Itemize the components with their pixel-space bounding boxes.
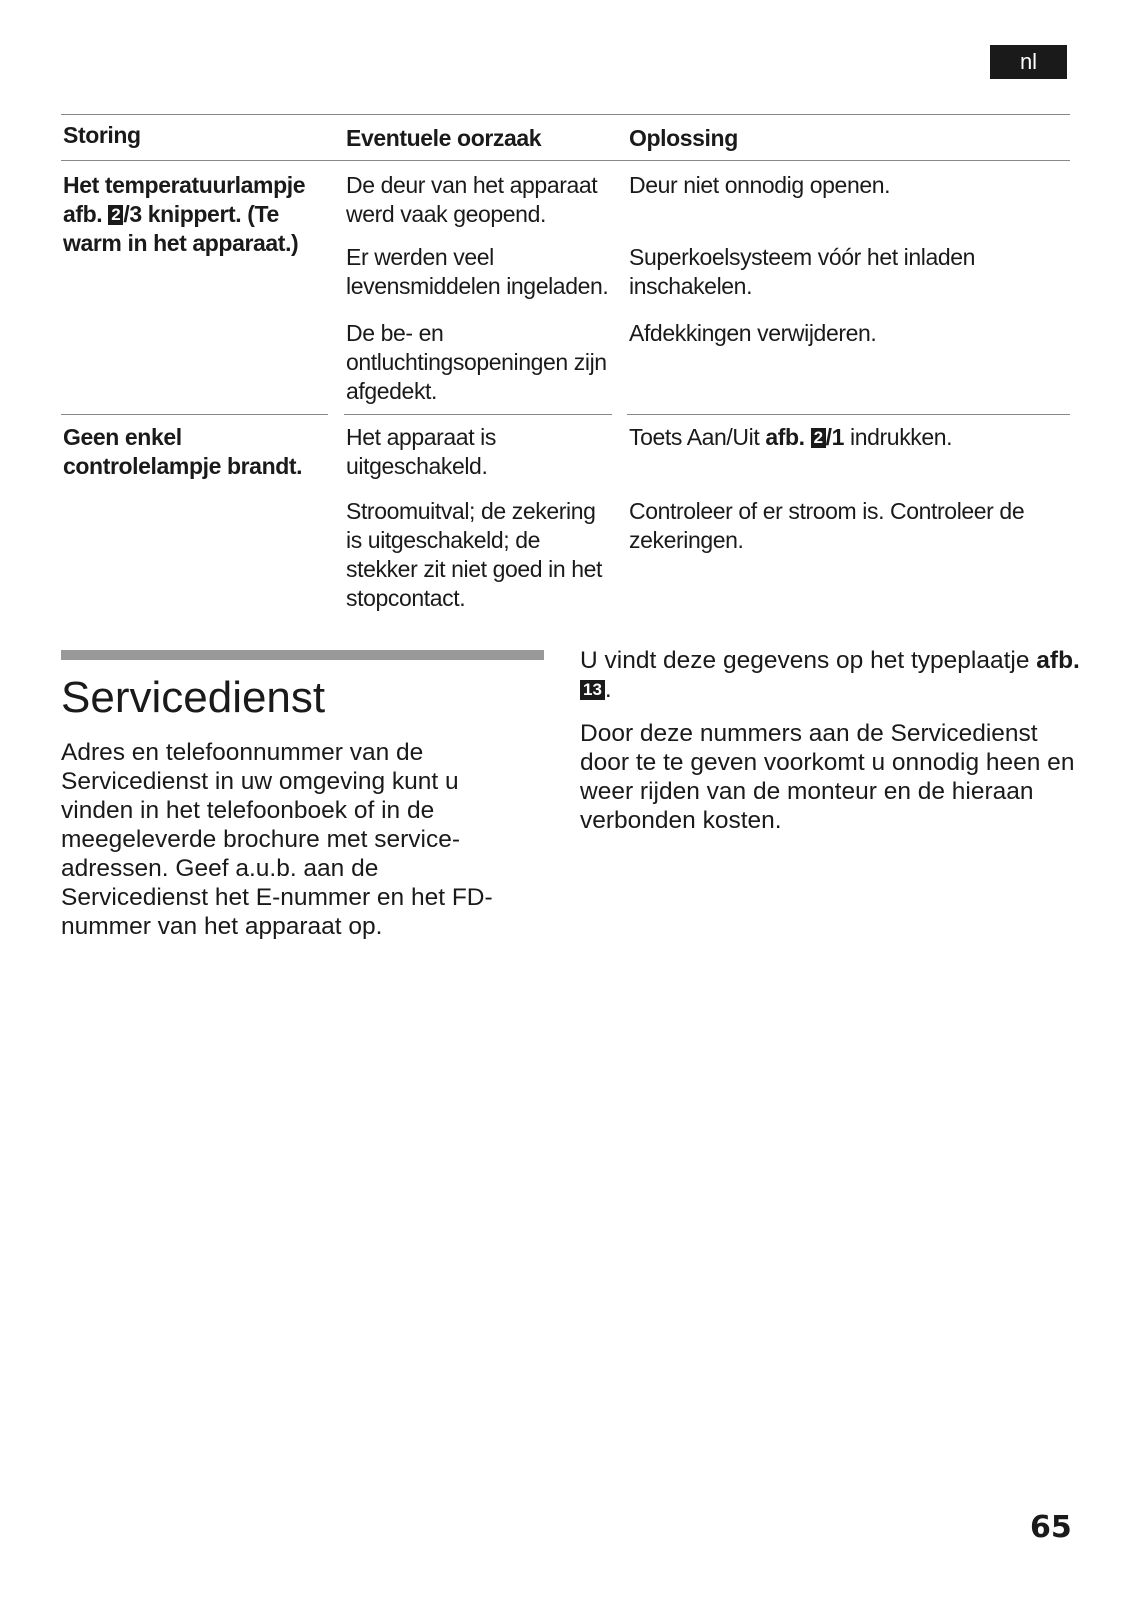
afb-label: afb. bbox=[63, 201, 103, 227]
storing-line: Geen enkel bbox=[63, 424, 182, 450]
table-top-rule bbox=[61, 114, 1070, 115]
storing-line: warm in het apparaat.) bbox=[63, 230, 299, 256]
storing-line: Het temperatuurlampje bbox=[63, 172, 306, 198]
oorzaak-cell: Stroomuitval; de zekering is uitgeschakeld; de stekker zit niet goed in het stopcontact. bbox=[346, 498, 603, 611]
storing-line bbox=[63, 200, 333, 229]
table-header-rule bbox=[61, 160, 1070, 161]
oplossing-text: indrukken. bbox=[844, 424, 953, 450]
oplossing-cell bbox=[629, 423, 1069, 452]
header-storing: Storing bbox=[63, 122, 141, 148]
header-oplossing: Oplossing bbox=[629, 125, 738, 151]
figure-ref-badge: 2 bbox=[108, 205, 123, 225]
paragraph-text: U vindt deze gegevens op het typeplaatje bbox=[580, 647, 1037, 674]
storing-cell bbox=[63, 171, 333, 258]
page-number: 65 bbox=[1030, 1510, 1072, 1545]
numbers-paragraph: Door deze nummers aan de Servicedienst door te te geven voorkomt u onnodig heen en weer rijden van de monteur en de hieraan verbonden kosten. bbox=[580, 720, 1075, 834]
typeplate-paragraph bbox=[580, 646, 1080, 704]
storing-text: /3 knippert. (Te bbox=[123, 201, 279, 227]
oorzaak-cell: Er werden veel levensmiddelen ingeladen. bbox=[346, 244, 609, 299]
figure-ref-badge: 13 bbox=[580, 680, 605, 700]
storing-line: controlelampje brandt. bbox=[63, 453, 303, 479]
group-divider bbox=[627, 414, 1070, 415]
oplossing-cell: Deur niet onnodig openen. bbox=[629, 172, 891, 198]
oorzaak-cell: De deur van het apparaat werd vaak geopend. bbox=[346, 172, 598, 227]
section-bar bbox=[61, 650, 544, 660]
oorzaak-cell: Het apparaat is uitgeschakeld. bbox=[346, 424, 496, 479]
afb-label: afb. bbox=[1036, 647, 1080, 674]
service-paragraph: Adres en telefoonnummer van de Servicedienst in uw omgeving kunt u vinden in het telefoonboek of in de meegeleverde brochure met service-adressen. Geef a.u.b. aan de Servicedienst het E-nummer en het FD-nummer van het apparaat op. bbox=[61, 739, 493, 940]
figure-ref-badge: 2 bbox=[811, 428, 826, 448]
group-divider bbox=[61, 414, 328, 415]
section-title: Servicedienst bbox=[61, 673, 326, 722]
oorzaak-cell: De be- en ontluchtingsopeningen zijn afgedekt. bbox=[346, 320, 607, 404]
afb-label: afb. bbox=[765, 424, 805, 450]
oplossing-text: Toets Aan/Uit bbox=[629, 424, 766, 450]
header-oorzaak: Eventuele oorzaak bbox=[346, 125, 542, 151]
storing-cell bbox=[63, 423, 333, 481]
language-badge: nl bbox=[990, 45, 1067, 79]
oplossing-cell: Afdekkingen verwijderen. bbox=[629, 320, 877, 346]
oplossing-cell: Controleer of er stroom is. Controleer de zekeringen. bbox=[629, 498, 1025, 553]
oplossing-cell: Superkoelsysteem vóór het inladen inschakelen. bbox=[629, 244, 976, 299]
paragraph-text: . bbox=[604, 676, 612, 703]
figure-ref-suffix: /1 bbox=[825, 424, 845, 450]
group-divider bbox=[344, 414, 612, 415]
